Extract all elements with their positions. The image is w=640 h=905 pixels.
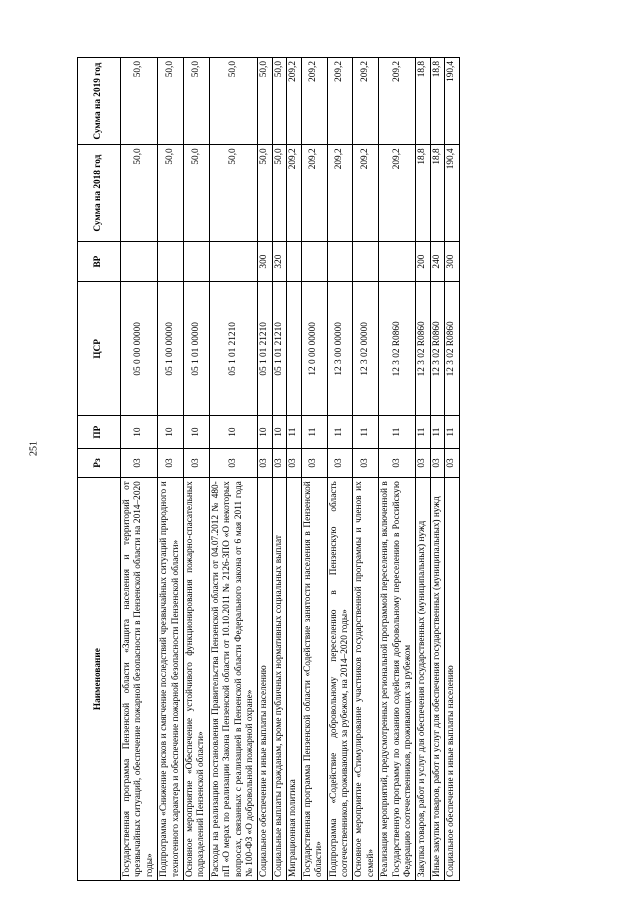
cell-csr: 12 3 02 R0860 [416, 282, 430, 416]
cell-rz: 03 [158, 448, 184, 478]
cell-name: Социальные выплаты гражданам, кроме публичных нормативных социальных выплат [272, 478, 286, 881]
cell-name: Основное мероприятие «Стимулирование участников государственной программы и членов их семей» [353, 478, 379, 881]
cell-sum-2019: 209,2 [353, 58, 379, 145]
cell-name: Миграционная политика [287, 478, 301, 881]
cell-rz: 03 [272, 448, 286, 478]
table-row [327, 58, 353, 881]
cell-name: Социальное обеспечение и иные выплаты населению [445, 478, 459, 881]
cell-sum-2019: 50,0 [272, 58, 286, 145]
table-row [272, 58, 286, 881]
cell-name: Реализация мероприятий, предусмотренных региональной программой переселения, включенной в Государственную программу по оказанию содействия добровольному переселению в Российскую Федерацию соотечественников, проживающих за рубежом [379, 478, 416, 881]
cell-sum-2019: 50,0 [184, 58, 210, 145]
cell-sum-2019: 209,2 [327, 58, 353, 145]
cell-csr: 12 3 02 R0860 [379, 282, 416, 416]
cell-vr [287, 241, 301, 281]
table-row [158, 58, 184, 881]
cell-rz: 03 [327, 448, 353, 478]
cell-name: Иные закупки товаров, работ и услуг для обеспечения государственных (муниципальных) нужд [430, 478, 444, 881]
cell-sum-2019: 209,2 [301, 58, 327, 145]
cell-rz: 03 [445, 448, 459, 478]
cell-sum-2019: 50,0 [121, 58, 158, 145]
cell-csr: 05 1 01 21210 [272, 282, 286, 416]
cell-pr: 11 [445, 416, 459, 448]
header-csr: ЦСР [78, 282, 121, 416]
cell-rz: 03 [301, 448, 327, 478]
table-row [184, 58, 210, 881]
cell-sum-2018: 209,2 [353, 145, 379, 242]
cell-sum-2019: 50,0 [158, 58, 184, 145]
cell-pr: 10 [258, 416, 272, 448]
table-header-row [78, 58, 121, 881]
table-row [353, 58, 379, 881]
cell-sum-2018: 50,0 [184, 145, 210, 242]
cell-csr: 12 3 00 00000 [327, 282, 353, 416]
cell-sum-2018: 50,0 [121, 145, 158, 242]
cell-name: Государственная программа Пензенской области «Содействие занятости населения в Пензенской области» [301, 478, 327, 881]
cell-sum-2018: 209,2 [287, 145, 301, 242]
cell-rz: 03 [287, 448, 301, 478]
cell-vr [327, 241, 353, 281]
cell-sum-2018: 209,2 [327, 145, 353, 242]
table-row [209, 58, 258, 881]
cell-rz: 03 [121, 448, 158, 478]
cell-sum-2019: 190,4 [445, 58, 459, 145]
table-row [121, 58, 158, 881]
cell-sum-2018: 18,8 [430, 145, 444, 242]
cell-csr: 05 0 00 00000 [121, 282, 158, 416]
cell-rz: 03 [430, 448, 444, 478]
table-row [430, 58, 444, 881]
cell-sum-2018: 190,4 [445, 145, 459, 242]
cell-csr: 05 1 01 00000 [184, 282, 210, 416]
cell-vr [184, 241, 210, 281]
cell-rz: 03 [416, 448, 430, 478]
cell-name: Подпрограмма «Содействие добровольному переселению в Пензенскую область соотечественников, проживающих за рубежом, на 2014–2020 годы» [327, 478, 353, 881]
cell-csr: 12 3 02 00000 [353, 282, 379, 416]
cell-rz: 03 [353, 448, 379, 478]
cell-csr: 05 1 00 00000 [158, 282, 184, 416]
cell-csr [287, 282, 301, 416]
cell-sum-2018: 50,0 [158, 145, 184, 242]
cell-sum-2019: 50,0 [258, 58, 272, 145]
header-name: Наименование [78, 478, 121, 881]
budget-table [77, 57, 460, 881]
cell-sum-2018: 18,8 [416, 145, 430, 242]
header-sum-2018: Сумма на 2018 год [78, 145, 121, 242]
table-row [287, 58, 301, 881]
header-vr: ВР [78, 241, 121, 281]
cell-name: Расходы на реализацию постановления Правительства Пензенской области от 04.07.2012 № 480-пП «О мерах по реализации Закона Пензенской области от 10.10.2011 № 2126-ЗПО «О некоторых вопросах, связанных с реализацией в Пензенской области Федерального закона от 6 мая 2011 года № 100-ФЗ «О добровольной пожарной охране» [209, 478, 258, 881]
cell-pr: 10 [184, 416, 210, 448]
table-row [445, 58, 459, 881]
cell-sum-2019: 18,8 [416, 58, 430, 145]
cell-csr: 05 1 01 21210 [209, 282, 258, 416]
cell-sum-2019: 209,2 [379, 58, 416, 145]
cell-vr [353, 241, 379, 281]
cell-sum-2018: 50,0 [258, 145, 272, 242]
cell-csr: 05 1 01 21210 [258, 282, 272, 416]
cell-vr [158, 241, 184, 281]
header-pr: ПР [78, 416, 121, 448]
table-row [258, 58, 272, 881]
cell-vr [379, 241, 416, 281]
cell-rz: 03 [184, 448, 210, 478]
cell-vr [121, 241, 158, 281]
cell-vr: 300 [258, 241, 272, 281]
cell-pr: 10 [209, 416, 258, 448]
header-rz: Рз [78, 448, 121, 478]
cell-rz: 03 [258, 448, 272, 478]
cell-sum-2018: 50,0 [272, 145, 286, 242]
cell-name: Подпрограмма «Снижение рисков и смягчение последствий чрезвычайных ситуаций природного и техногенного характера и обеспечение пожарной безопасности Пензенской области» [158, 478, 184, 881]
cell-pr: 10 [272, 416, 286, 448]
table-row [301, 58, 327, 881]
cell-rz: 03 [209, 448, 258, 478]
cell-csr: 12 3 02 R0860 [430, 282, 444, 416]
cell-pr: 11 [430, 416, 444, 448]
cell-vr [209, 241, 258, 281]
table-row [416, 58, 430, 881]
cell-csr: 12 3 02 R0860 [445, 282, 459, 416]
cell-pr: 11 [379, 416, 416, 448]
cell-sum-2018: 50,0 [209, 145, 258, 242]
cell-pr: 11 [301, 416, 327, 448]
cell-name: Закупка товаров, работ и услуг для обеспечения государственных (муниципальных) нужд [416, 478, 430, 881]
cell-sum-2018: 209,2 [301, 145, 327, 242]
cell-sum-2019: 50,0 [209, 58, 258, 145]
cell-pr: 11 [353, 416, 379, 448]
cell-rz: 03 [379, 448, 416, 478]
cell-pr: 11 [416, 416, 430, 448]
cell-csr: 12 0 00 00000 [301, 282, 327, 416]
cell-sum-2018: 209,2 [379, 145, 416, 242]
rotated-table-container [77, 57, 569, 881]
cell-vr: 240 [430, 241, 444, 281]
cell-vr: 200 [416, 241, 430, 281]
cell-vr: 320 [272, 241, 286, 281]
page-number: 251 [28, 441, 40, 456]
cell-pr: 11 [287, 416, 301, 448]
cell-vr [301, 241, 327, 281]
cell-name: Государственная программа Пензенской области «Защита населения и территорий от чрезвычайных ситуаций, обеспечение пожарной безопасности в Пензенской области на 2014–2020 годы» [121, 478, 158, 881]
cell-vr: 300 [445, 241, 459, 281]
cell-sum-2019: 18,8 [430, 58, 444, 145]
cell-sum-2019: 209,2 [287, 58, 301, 145]
cell-pr: 11 [327, 416, 353, 448]
cell-name: Основное мероприятие «Обеспечение устойчивого функционирования пожарно-спасательных подразделений Пензенской области» [184, 478, 210, 881]
table-row [379, 58, 416, 881]
cell-pr: 10 [158, 416, 184, 448]
cell-name: Социальное обеспечение и иные выплаты населению [258, 478, 272, 881]
cell-pr: 10 [121, 416, 158, 448]
header-sum-2019: Сумма на 2019 год [78, 58, 121, 145]
